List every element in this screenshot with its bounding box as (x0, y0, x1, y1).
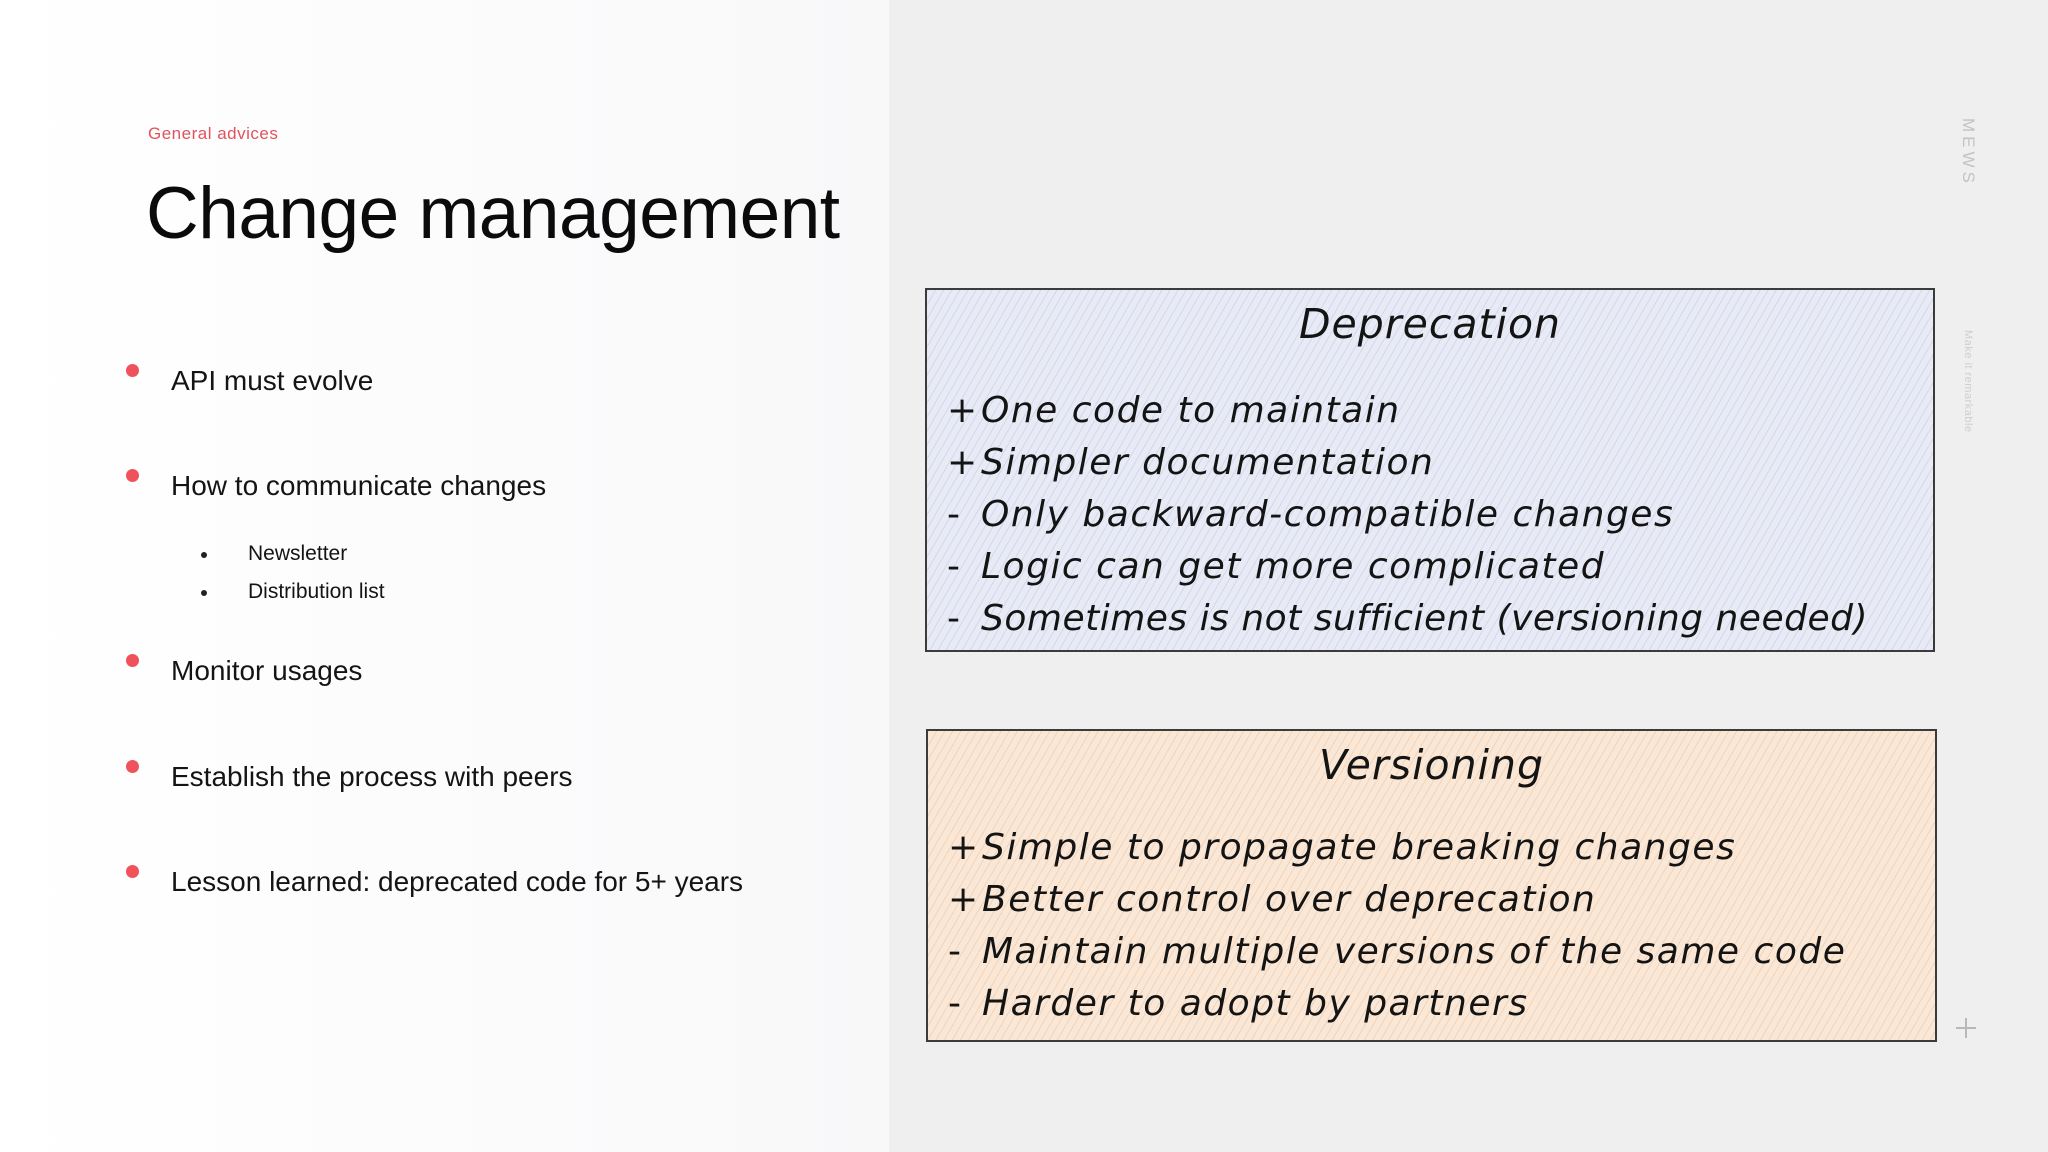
card-line-mark: - (947, 494, 962, 535)
card-line-text: Logic can get more complicated (981, 546, 1606, 587)
deprecation-title: Deprecation (1298, 300, 1562, 348)
bullet-label: Monitor usages (171, 655, 363, 686)
card-line-mark: - (947, 546, 962, 587)
card-line-text: Maintain multiple versions of the same code (982, 931, 1847, 972)
sub-bullet-dot (201, 590, 207, 596)
bullet-dot (126, 654, 139, 667)
card-line-mark: - (947, 598, 961, 639)
bullet-dot (126, 760, 139, 773)
page-title: Change management (146, 173, 840, 254)
card-line (948, 879, 1931, 920)
card-line (947, 442, 1929, 483)
card-line-mark: + (948, 879, 980, 920)
card-line (948, 983, 1931, 1024)
card-line (948, 827, 1931, 868)
sub-bullet-dot (201, 552, 207, 558)
card-line-mark: + (947, 390, 979, 431)
card-line-text: Better control over deprecation (982, 879, 1597, 920)
plus-icon (1954, 1016, 1978, 1040)
card-line-mark: - (948, 931, 963, 972)
card-line-text: Sometimes is not sufficient (versioning needed) (981, 598, 1868, 639)
bullet-label: API must evolve (171, 365, 374, 396)
bullet-dot (126, 865, 139, 878)
card-line-text: Simpler documentation (981, 442, 1435, 483)
sub-bullet-label: Distribution list (248, 580, 385, 603)
bullet-dot (126, 364, 139, 377)
versioning-card (926, 729, 1937, 1042)
sub-bullet-label: Newsletter (248, 542, 348, 565)
section-eyebrow: General advices (148, 124, 279, 143)
card-line (947, 494, 1929, 535)
card-line-text: Harder to adopt by partners (982, 983, 1529, 1024)
bullet-label: Lesson learned: deprecated code for 5+ years (171, 866, 744, 897)
card-line-mark: - (948, 983, 963, 1024)
card-line (947, 598, 1929, 639)
bullet-dot (126, 469, 139, 482)
deprecation-card (925, 288, 1935, 652)
card-line (947, 390, 1929, 431)
versioning-title: Versioning (1319, 741, 1544, 789)
bullet-label: Establish the process with peers (171, 761, 573, 792)
card-line-text: Only backward-compatible changes (981, 494, 1675, 535)
card-line (947, 546, 1929, 587)
card-line-mark: + (948, 827, 980, 868)
card-line-text: One code to maintain (981, 390, 1401, 431)
card-line-text: Simple to propagate breaking changes (982, 827, 1737, 868)
brand-tagline: Make it remarkable (1962, 330, 1974, 433)
card-line (948, 931, 1931, 972)
bullet-label: How to communicate changes (171, 470, 547, 501)
card-line-mark: + (947, 442, 979, 483)
brand-logo: MEWS (1959, 118, 1978, 187)
bullet-list (0, 0, 889, 1152)
